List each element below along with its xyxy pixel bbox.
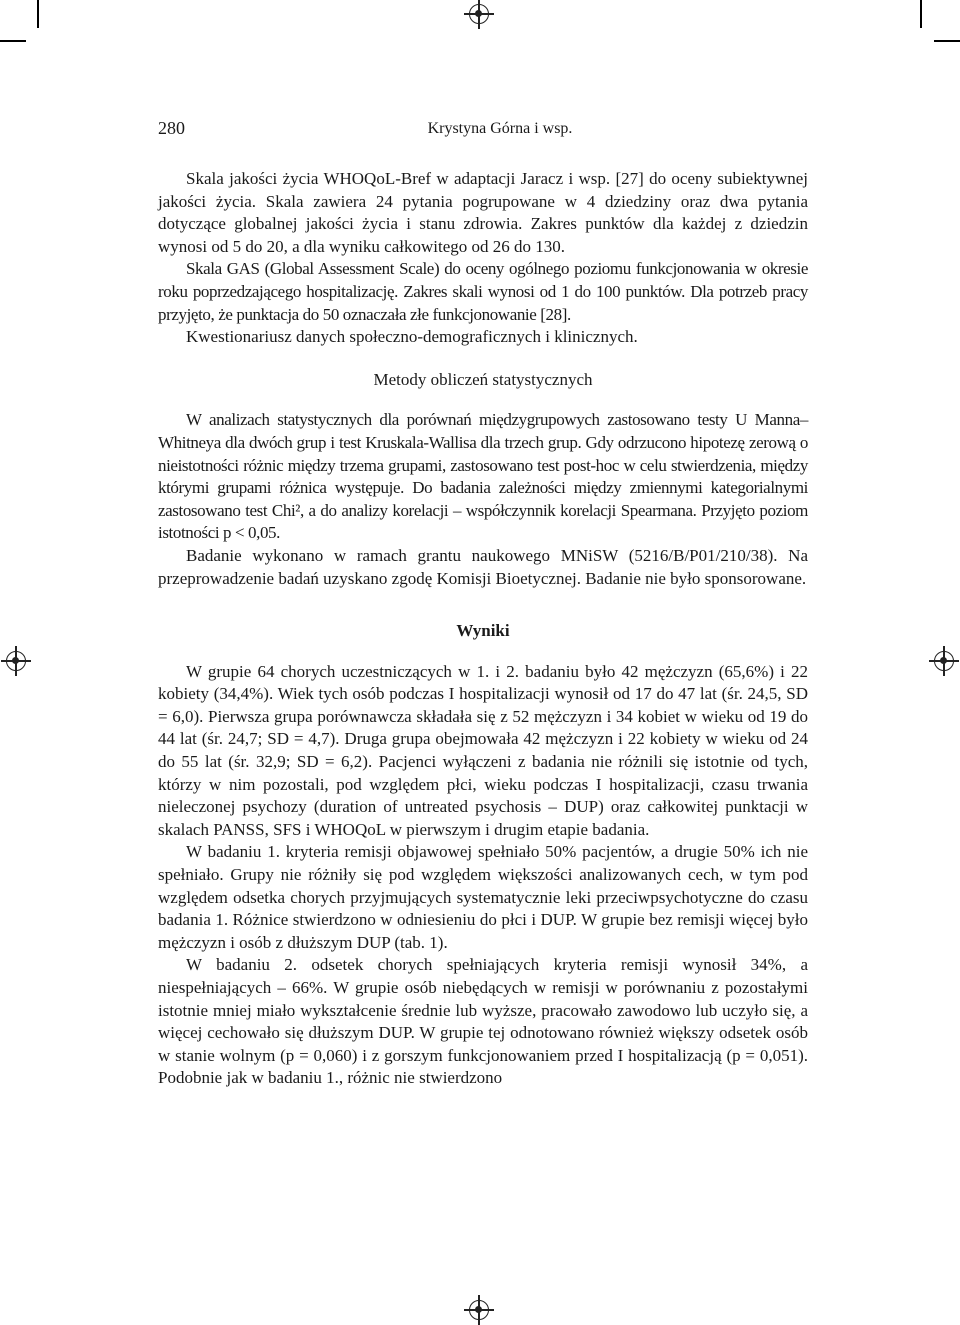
registration-mark-icon	[469, 1300, 489, 1320]
registration-mark-icon	[934, 651, 954, 671]
registration-mark-icon	[469, 4, 489, 24]
section-heading-results: Wyniki	[456, 621, 510, 641]
crop-mark-top-right	[920, 0, 922, 28]
paragraph: Kwestionariusz danych społeczno-demograficznych i klinicznych.	[186, 327, 638, 347]
paragraph: Skala GAS (Global Assessment Scale) do oceny ogólnego poziomu funkcjonowania w okresie roku poprzedzającego hospitalizację. Zakres skali wynosi od 1 do 100 punktów. Dla potrzeb pracy przyjęto, że punktacja do 50 oznaczała złe funkcjonowanie [28].	[158, 259, 808, 324]
crop-mark-top-left-h	[0, 40, 26, 42]
running-head: Krystyna Górna i wsp.	[427, 120, 573, 137]
page-number: 280	[158, 118, 185, 138]
paragraph: Badanie wykonano w ramach grantu naukowego MNiSW (5216/B/P01/210/38). Na przeprowadzenie badań uzyskano zgodę Komisji Bioetycznej. Badanie nie było sponsorowane.	[158, 545, 808, 588]
paragraph: W badaniu 1. kryteria remisji objawowej spełniało 50% pacjentów, a drugie 50% ich nie spełniało. Grupy nie różniły się pod względem większości analizowanych cech, w tym pod względem odsetka chorych przyjmujących systematycznie leki przeciwpsychotyczne do czasu badania 1. Różnice stwierdzono w odniesieniu do płci i DUP. W grupie bez remisji więcej było mężczyzn i osób z dłuższym DUP (tab. 1).	[158, 842, 808, 952]
paragraph: Skala jakości życia WHOQoL-Bref w adaptacji Jaracz i wsp. [27] do oceny subiektywnej jakości życia. Skala zawiera 24 pytania pogrupowane w 4 dziedziny oraz dwa pytania dotyczące globalnej jakości życia i stanu zdrowia. Zakres punktów dla każdej z dziedzin wynosi od 5 do 20, a dla wyniku całkowitego od 26 do 130.	[158, 169, 808, 256]
registration-mark-icon	[6, 651, 26, 671]
crop-mark-top-left	[37, 0, 39, 28]
section-heading-methods: Metody obliczeń statystycznych	[373, 369, 593, 389]
crop-mark-top-right-h	[934, 40, 960, 42]
paragraph: W badaniu 2. odsetek chorych spełniających kryteria remisji wynosił 34%, a niespełniających – 66%. W grupie osób niebędących w remisji w porównaniu z pozostałymi istotnie mniej miało wykształcenie średnie lub wyższe, pracowało zawodowo lub uczyło się, a więcej cechowało się dłuższym DUP. W grupie tej odnotowano również większy odsetek osób w stanie wolnym (p = 0,060) i z gorszym funkcjonowaniem przed I hospitalizacją (p = 0,051). Podobnie jak w badaniu 1., różnic nie stwierdzono	[158, 955, 808, 1088]
paragraph: W grupie 64 chorych uczestniczących w 1. i 2. badaniu było 42 mężczyzn (65,6%) i 22 kobiety (34,4%). Wiek tych osób podczas I hospitalizacji wynosił od 17 do 47 lat (śr. 24,5, SD = 6,0). Pierwsza grupa porównawcza składała się z 52 mężczyzn i 34 kobiet w wieku od 19 do 44 lat (śr. 24,7; SD = 4,7). Druga grupa obejmowała 42 mężczyzn i 22 kobiety w wieku od 24 do 55 lat (śr. 32,9; SD = 6,2). Pacjenci wyłączeni z badania nie różnili się istotnie od tych, którzy w nim pozostali, pod względem płci, wieku podczas I hospitalizacji, czasu trwania nieleczonej psychozy (duration of untreated psychosis – DUP) oraz całkowitej punktacji w skalach PANSS, SFS i WHOQoL w pierwszym i drugim etapie badania.	[158, 661, 808, 839]
body-text	[158, 168, 808, 1090]
paragraph: W analizach statystycznych dla porównań międzygrupowych zastosowano testy U Manna–Whitneya dla dwóch grup i test Kruskala-Wallisa dla trzech grup. Gdy odrzucono hipotezę zerową o nieistotności różnic między trzema grupami, zastosowano test post-hoc w celu stwierdzenia, między którymi grupami różnica występuje. Do badania zależności między zmiennymi kategorialnymi zastosowano test Chi², a do analizy korelacji – współczynnik korelacji Spearmana. Przyjęto poziom istotności p < 0,05.	[158, 410, 808, 543]
